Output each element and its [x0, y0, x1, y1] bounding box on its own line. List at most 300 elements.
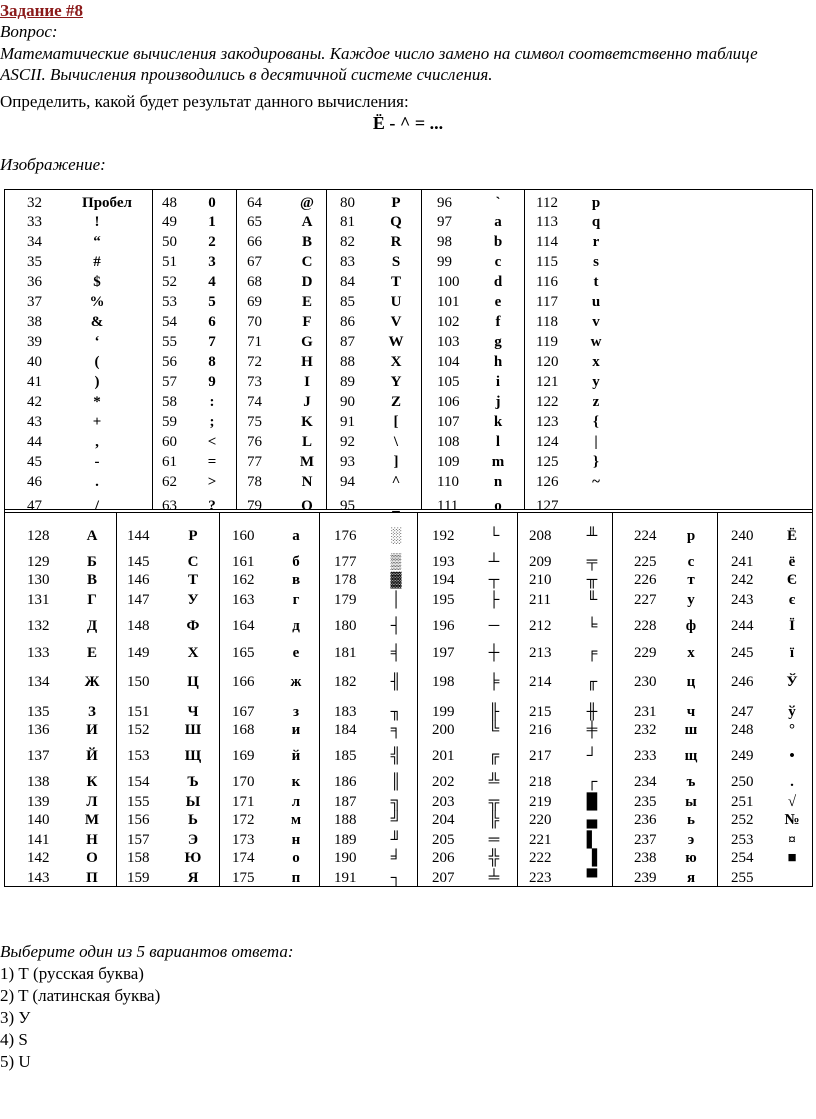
code-number: 214 [529, 674, 552, 690]
code-symbol: ╞ [488, 674, 500, 690]
code-symbol: G [301, 334, 313, 350]
code-number: 156 [127, 812, 150, 828]
code-symbol: Й [86, 748, 98, 764]
code-number: 43 [27, 414, 42, 430]
code-number: 194 [432, 572, 455, 588]
code-number: 115 [536, 254, 558, 270]
code-symbol: Ы [185, 794, 201, 810]
code-symbol: < [207, 434, 217, 450]
code-symbol: ╦ [488, 794, 500, 810]
code-symbol: ▀ [586, 870, 598, 886]
code-symbol: м [290, 812, 302, 828]
code-number: 247 [731, 704, 754, 720]
code-symbol: Д [86, 618, 98, 634]
code-symbol: ф [685, 618, 697, 634]
code-symbol: ╠ [488, 812, 500, 828]
code-number: 177 [334, 554, 357, 570]
code-number: 50 [162, 234, 177, 250]
code-number: 217 [529, 748, 552, 764]
code-symbol: Z [390, 394, 401, 410]
code-number: 181 [334, 645, 357, 661]
code-number: 100 [437, 274, 460, 290]
code-symbol: k [493, 414, 503, 430]
code-number: 94 [340, 474, 355, 490]
code-number: 114 [536, 234, 558, 250]
code-number: 248 [731, 722, 754, 738]
code-symbol: │ [390, 592, 402, 608]
code-number: 79 [247, 498, 262, 514]
code-number: 188 [334, 812, 357, 828]
code-number: 103 [437, 334, 460, 350]
code-number: 109 [437, 454, 460, 470]
code-number: 98 [437, 234, 452, 250]
code-number: 241 [731, 554, 754, 570]
code-number: 90 [340, 394, 355, 410]
code-symbol: └ [488, 528, 500, 544]
code-number: 134 [27, 674, 50, 690]
answer-option[interactable]: 5) U [0, 1052, 31, 1071]
code-symbol: l [495, 434, 501, 450]
code-number: 83 [340, 254, 355, 270]
code-symbol: 5 [208, 294, 216, 310]
code-number: 128 [27, 528, 50, 544]
code-symbol: r [592, 234, 600, 250]
code-symbol: ┌ [586, 774, 598, 790]
code-number: 64 [247, 195, 262, 211]
code-number: 87 [340, 334, 355, 350]
code-symbol: √ [787, 794, 797, 810]
table-border [219, 513, 220, 886]
code-number: 68 [247, 274, 262, 290]
code-symbol: н [291, 832, 301, 848]
code-symbol: e [494, 294, 502, 310]
code-symbol: ц [686, 674, 696, 690]
table-border [4, 189, 5, 887]
code-number: 97 [437, 214, 452, 230]
code-number: 49 [162, 214, 177, 230]
code-number: 111 [437, 498, 459, 514]
code-symbol: • [789, 748, 795, 764]
code-symbol: Ж [84, 674, 100, 690]
code-number: 54 [162, 314, 177, 330]
code-number: 78 [247, 474, 262, 490]
code-number: 155 [127, 794, 150, 810]
code-number: 229 [634, 645, 657, 661]
code-symbol: ╣ [390, 748, 402, 764]
code-number: 169 [232, 748, 255, 764]
answer-option[interactable]: 2) T (латинская буква) [0, 986, 161, 1005]
code-number: 152 [127, 722, 150, 738]
code-number: 238 [634, 850, 657, 866]
code-symbol: W [388, 334, 404, 350]
code-symbol: ╨ [586, 528, 598, 544]
code-number: 195 [432, 592, 455, 608]
code-number: 69 [247, 294, 262, 310]
code-number: 224 [634, 528, 657, 544]
code-symbol: э [687, 832, 695, 848]
code-number: 42 [27, 394, 42, 410]
code-symbol: Ф [186, 618, 200, 634]
code-number: 35 [27, 254, 42, 270]
code-symbol: . [95, 474, 99, 490]
code-symbol: 7 [208, 334, 216, 350]
code-symbol: x [592, 354, 600, 370]
code-number: 225 [634, 554, 657, 570]
code-number: 243 [731, 592, 754, 608]
code-symbol: ў [788, 704, 796, 720]
code-number: 108 [437, 434, 460, 450]
code-symbol: U [390, 294, 402, 310]
code-symbol: ] [393, 454, 399, 470]
code-number: 51 [162, 254, 177, 270]
code-symbol: % [89, 294, 105, 310]
code-number: 32 [27, 195, 42, 211]
code-number: 249 [731, 748, 754, 764]
code-symbol: H [301, 354, 313, 370]
answers-label: Выберите один из 5 вариантов ответа: [0, 942, 294, 961]
code-number: 198 [432, 674, 455, 690]
code-number: 119 [536, 334, 558, 350]
code-number: 95 [340, 498, 355, 514]
code-number: 80 [340, 195, 355, 211]
expression: Ё - ^ = ... [372, 113, 444, 133]
code-number: 173 [232, 832, 255, 848]
code-number: 255 [731, 870, 754, 886]
code-number: 72 [247, 354, 262, 370]
code-number: 89 [340, 374, 355, 390]
code-symbol: + [92, 414, 102, 430]
code-number: 138 [27, 774, 50, 790]
code-number: 147 [127, 592, 150, 608]
code-symbol: и [291, 722, 301, 738]
code-symbol: С [187, 554, 199, 570]
code-number: 186 [334, 774, 357, 790]
code-symbol: ю [685, 850, 697, 866]
code-number: 151 [127, 704, 150, 720]
code-symbol: б [292, 554, 300, 570]
code-number: 107 [437, 414, 460, 430]
code-symbol: ) [94, 374, 100, 390]
code-number: 149 [127, 645, 150, 661]
code-number: 96 [437, 195, 452, 211]
code-symbol: ▓ [390, 572, 402, 588]
code-symbol: й [291, 748, 301, 764]
code-number: 59 [162, 414, 177, 430]
code-number: 160 [232, 528, 255, 544]
code-symbol: с [687, 554, 695, 570]
code-symbol: ╙ [586, 592, 598, 608]
code-symbol: $ [93, 274, 101, 290]
code-symbol: L [301, 434, 312, 450]
code-symbol: п [291, 870, 301, 886]
code-number: 61 [162, 454, 177, 470]
code-number: 48 [162, 195, 177, 211]
code-number: 40 [27, 354, 42, 370]
code-number: 207 [432, 870, 455, 886]
code-number: 223 [529, 870, 552, 886]
code-symbol: | [594, 434, 598, 450]
code-number: 162 [232, 572, 255, 588]
code-symbol: O [301, 498, 313, 514]
code-number: 65 [247, 214, 262, 230]
code-number: 104 [437, 354, 460, 370]
code-symbol: ▐ [586, 850, 598, 866]
code-symbol: П [86, 870, 98, 886]
code-symbol: Э [187, 832, 199, 848]
code-number: 140 [27, 812, 50, 828]
code-symbol: ~ [592, 474, 600, 490]
code-symbol: I [304, 374, 310, 390]
code-symbol: P [391, 195, 401, 211]
table-border [116, 513, 117, 886]
code-symbol: г [292, 592, 300, 608]
code-symbol: ■ [787, 850, 797, 866]
code-symbol: ё [788, 554, 796, 570]
code-symbol: Ц [187, 674, 199, 690]
code-symbol: А [86, 528, 98, 544]
code-symbol: T [390, 274, 401, 290]
code-number: 190 [334, 850, 357, 866]
code-symbol: a [494, 214, 502, 230]
code-symbol: 3 [208, 254, 216, 270]
code-symbol: З [88, 704, 96, 720]
code-number: 62 [162, 474, 177, 490]
table-border [417, 513, 418, 886]
code-symbol: ж [290, 674, 302, 690]
question-label: Вопрос: [0, 22, 58, 41]
code-symbol: V [390, 314, 402, 330]
code-number: 199 [432, 704, 455, 720]
code-symbol: Ш [184, 722, 202, 738]
code-symbol: ш [684, 722, 698, 738]
code-symbol: h [493, 354, 503, 370]
code-number: 221 [529, 832, 552, 848]
code-symbol: ( [94, 354, 100, 370]
code-number: 211 [529, 592, 551, 608]
code-symbol: i [495, 374, 501, 390]
code-number: 53 [162, 294, 177, 310]
code-symbol: C [301, 254, 313, 270]
code-symbol: Q [390, 214, 402, 230]
code-number: 201 [432, 748, 455, 764]
code-symbol: И [86, 722, 98, 738]
code-number: 81 [340, 214, 355, 230]
code-number: 113 [536, 214, 558, 230]
code-number: 165 [232, 645, 255, 661]
ascii-table [4, 189, 813, 887]
code-number: 233 [634, 748, 657, 764]
code-number: 123 [536, 414, 559, 430]
code-symbol: ъ [686, 774, 696, 790]
code-number: 82 [340, 234, 355, 250]
code-number: 124 [536, 434, 559, 450]
code-number: 226 [634, 572, 657, 588]
code-number: 228 [634, 618, 657, 634]
code-symbol: к [291, 774, 301, 790]
code-symbol: c [494, 254, 502, 270]
code-symbol: л [291, 794, 301, 810]
code-number: 36 [27, 274, 42, 290]
code-number: 86 [340, 314, 355, 330]
code-symbol: B [301, 234, 312, 250]
code-number: 206 [432, 850, 455, 866]
code-number: 219 [529, 794, 552, 810]
code-number: 121 [536, 374, 559, 390]
code-number: 70 [247, 314, 262, 330]
code-number: 139 [27, 794, 50, 810]
code-number: 189 [334, 832, 357, 848]
code-symbol: ╩ [488, 774, 500, 790]
code-number: 230 [634, 674, 657, 690]
code-symbol: J [303, 394, 311, 410]
code-number: 131 [27, 592, 50, 608]
code-symbol: } [593, 454, 599, 470]
code-symbol: Ю [184, 850, 202, 866]
code-symbol: - [94, 454, 100, 470]
code-symbol: & [90, 314, 104, 330]
code-number: 166 [232, 674, 255, 690]
code-symbol: . [790, 774, 794, 790]
code-symbol: D [301, 274, 313, 290]
code-symbol: Щ [184, 748, 202, 764]
code-number: 75 [247, 414, 262, 430]
code-symbol: j [495, 394, 501, 410]
code-symbol: ╪ [586, 722, 598, 738]
code-symbol: p [591, 195, 601, 211]
code-symbol: _ [392, 498, 400, 514]
code-number: 242 [731, 572, 754, 588]
code-number: 88 [340, 354, 355, 370]
code-symbol: Пробел [82, 195, 132, 211]
code-number: 209 [529, 554, 552, 570]
code-number: 210 [529, 572, 552, 588]
code-symbol: ` [495, 195, 501, 211]
code-number: 116 [536, 274, 558, 290]
code-symbol: Ь [188, 812, 198, 828]
code-number: 129 [27, 554, 50, 570]
code-number: 180 [334, 618, 357, 634]
code-symbol: ї [789, 645, 795, 661]
answer-option[interactable]: 1) Т (русская буква) [0, 964, 144, 983]
code-number: 135 [27, 704, 50, 720]
code-symbol: Є [786, 572, 798, 588]
code-symbol: ╔ [488, 748, 500, 764]
code-number: 141 [27, 832, 50, 848]
task-text: Определить, какой будет результат данного вычисления: [0, 92, 409, 111]
code-number: 200 [432, 722, 455, 738]
code-number: 45 [27, 454, 42, 470]
code-symbol: ы [685, 794, 697, 810]
code-symbol: A [301, 214, 313, 230]
code-symbol: ; [209, 414, 215, 430]
code-symbol: ┘ [586, 748, 598, 764]
code-symbol: m [491, 454, 505, 470]
code-symbol: M [299, 454, 315, 470]
code-symbol: 2 [208, 234, 216, 250]
code-symbol: , [95, 434, 99, 450]
code-number: 234 [634, 774, 657, 790]
code-symbol: ¤ [788, 832, 796, 848]
code-symbol: У [187, 592, 199, 608]
code-number: 204 [432, 812, 455, 828]
code-symbol: Т [187, 572, 198, 588]
code-number: 91 [340, 414, 355, 430]
code-symbol: 9 [208, 374, 216, 390]
code-symbol: В [86, 572, 97, 588]
code-number: 168 [232, 722, 255, 738]
code-number: 158 [127, 850, 150, 866]
code-symbol: ╕ [390, 722, 402, 738]
code-symbol: Ў [786, 674, 798, 690]
code-number: 73 [247, 374, 262, 390]
code-number: 122 [536, 394, 559, 410]
code-symbol: N [301, 474, 313, 490]
code-number: 99 [437, 254, 452, 270]
task-title: Задание #8 [0, 1, 83, 20]
code-symbol: О [86, 850, 98, 866]
code-symbol: y [592, 374, 600, 390]
code-symbol: ╘ [586, 618, 598, 634]
code-symbol: u [591, 294, 601, 310]
code-symbol: “ [93, 234, 101, 250]
code-number: 130 [27, 572, 50, 588]
code-symbol: ^ [391, 474, 401, 490]
code-symbol: ! [94, 214, 100, 230]
code-number: 117 [536, 294, 558, 310]
code-number: 110 [437, 474, 459, 490]
code-number: 133 [27, 645, 50, 661]
code-symbol: К [86, 774, 98, 790]
code-symbol: х [687, 645, 695, 661]
code-number: 239 [634, 870, 657, 886]
code-symbol: ‘ [94, 334, 100, 350]
code-number: 250 [731, 774, 754, 790]
code-number: 77 [247, 454, 262, 470]
answer-option[interactable]: 3) У [0, 1008, 31, 1027]
code-number: 179 [334, 592, 357, 608]
code-symbol: Ъ [187, 774, 199, 790]
code-symbol: / [94, 498, 100, 514]
code-number: 66 [247, 234, 262, 250]
table-border [524, 190, 525, 509]
code-number: 251 [731, 794, 754, 810]
code-symbol: ╥ [586, 572, 598, 588]
code-symbol: Р [188, 528, 198, 544]
code-symbol: ? [208, 498, 216, 514]
code-number: 67 [247, 254, 262, 270]
code-symbol: s [593, 254, 599, 270]
code-number: 192 [432, 528, 455, 544]
code-symbol: Е [86, 645, 97, 661]
answer-option[interactable]: 4) S [0, 1030, 28, 1049]
code-symbol: Х [187, 645, 199, 661]
code-number: 159 [127, 870, 150, 886]
code-symbol: F [302, 314, 312, 330]
code-symbol: z [592, 394, 600, 410]
code-symbol: S [391, 254, 401, 270]
code-symbol: у [687, 592, 695, 608]
code-symbol: е [292, 645, 300, 661]
code-number: 232 [634, 722, 657, 738]
code-symbol: ь [687, 812, 695, 828]
code-symbol: є [788, 592, 796, 608]
code-number: 127 [536, 498, 559, 514]
code-symbol: ┼ [488, 645, 500, 661]
code-number: 118 [536, 314, 558, 330]
code-number: 167 [232, 704, 255, 720]
code-number: 63 [162, 498, 177, 514]
code-number: 216 [529, 722, 552, 738]
